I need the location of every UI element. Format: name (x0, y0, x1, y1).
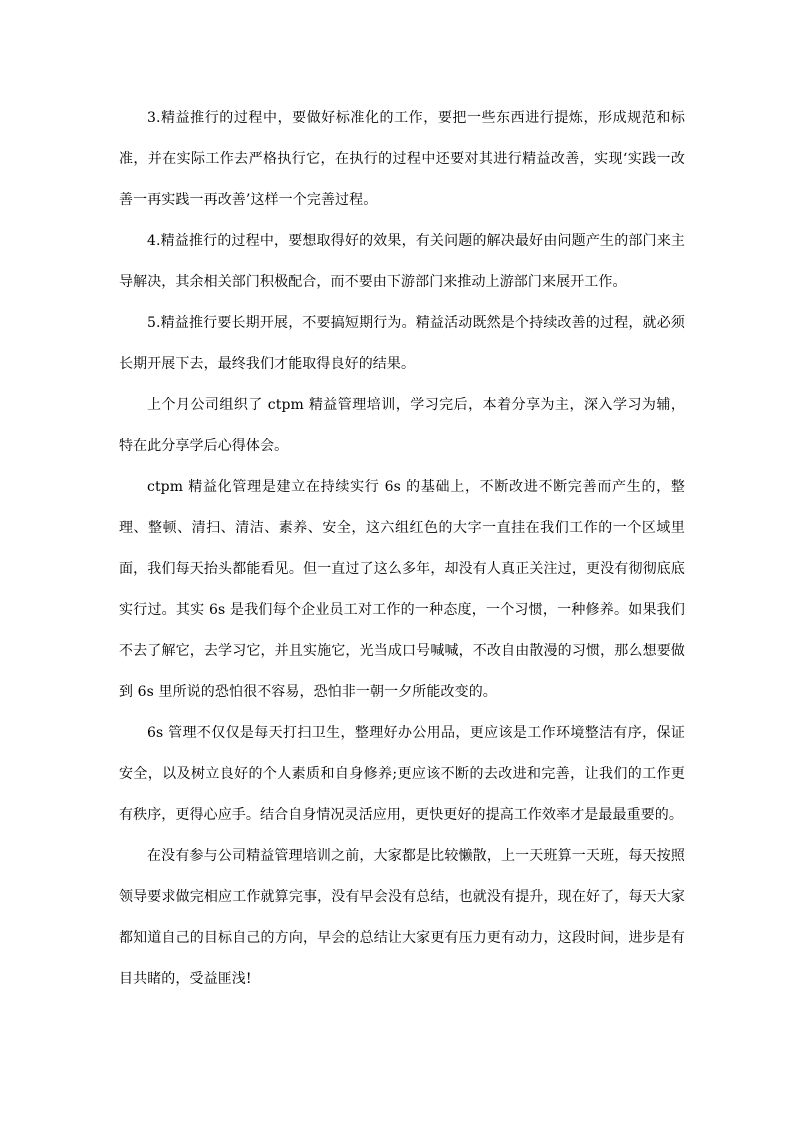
paragraph-training-intro: 上个月公司组织了 ctpm 精益管理培训，学习完后，本着分享为主，深入学习为辅，特在此分享学后心得体会。 (119, 397, 685, 454)
paragraph-before-after: 在没有参与公司精益管理培训之前，大家都是比较懒散，上一天班算一天班，每天按照领导要求做完相应工作就算完事，没有早会没有总结，也就没有提升，现在好了，每天大家都知道自己的目标自己的方向，早会的总结让大家更有压力更有动力，这段时间，进步是有目共睹的，受益匪浅! (119, 848, 685, 987)
paragraph-ctpm-6s: ctpm 精益化管理是建立在持续实行 6s 的基础上，不断改进不断完善而产生的，整理、整顿、清扫、清洁、素养、安全，这六组红色的大字一直挂在我们工作的一个区域里面，我们每天抬头都能看见。但一直过了这么多年，却没有人真正关注过，更没有彻彻底底实行过。其实 6s 是我们每个企业员工对工作的一种态度，一个习惯，一种修养。如果我们不去了解它，去学习它，并且实施它，光当成口号喊喊，不改自由散漫的习惯，那么想要做到 6s 里所说的恐怕很不容易，恐怕非一朝一夕所能改变的。 (119, 479, 685, 700)
paragraph-point-4: 4.精益推行的过程中，要想取得好的效果，有关问题的解决最好由问题产生的部门来主导解决，其余相关部门积极配合，而不要由下游部门来推动上游部门来展开工作。 (119, 233, 685, 290)
paragraph-point-5: 5.精益推行要长期开展，不要搞短期行为。精益活动既然是个持续改善的过程，就必须长期开展下去，最终我们才能取得良好的结果。 (119, 315, 685, 372)
document-body (119, 98, 685, 1000)
paragraph-6s-management: 6s 管理不仅仅是每天打扫卫生，整理好办公用品，更应该是工作环境整洁有序，保证安全，以及树立良好的个人素质和自身修养;更应该不断的去改进和完善，让我们的工作更有秩序，更得心应手。结合自身情况灵活应用，更快更好的提高工作效率才是最最重要的。 (119, 725, 685, 823)
paragraph-point-3: 3.精益推行的过程中，要做好标准化的工作，要把一些东西进行提炼，形成规范和标准，并在实际工作去严格执行它，在执行的过程中还要对其进行精益改善，实现‘实践一改善一再实践一再改善’这样一个完善过程。 (119, 110, 685, 208)
